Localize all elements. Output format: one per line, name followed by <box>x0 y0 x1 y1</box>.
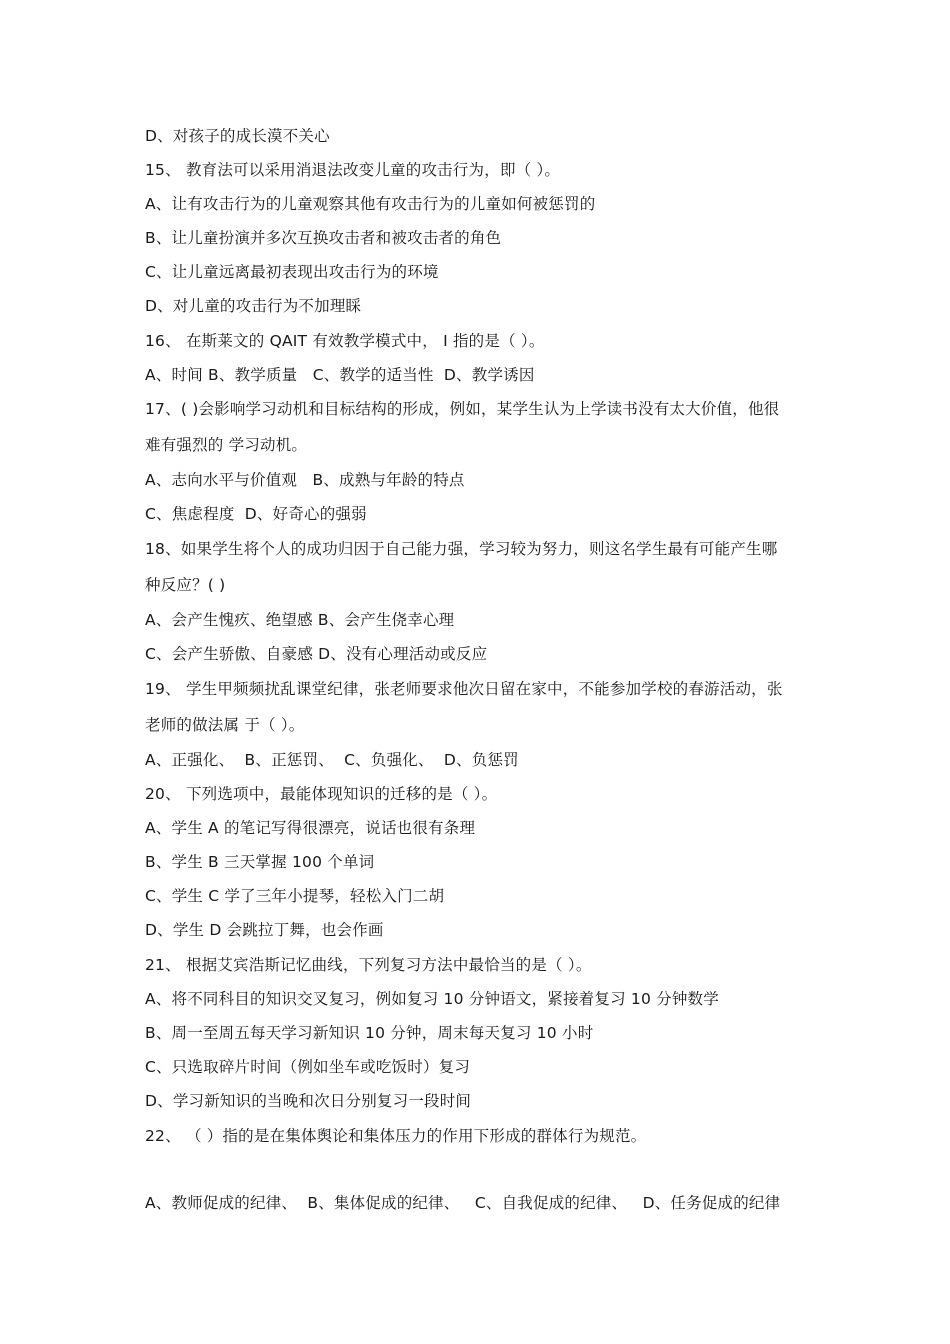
option-line: A、学生 A 的笔记写得很漂亮，说话也很有条理 <box>145 819 476 837</box>
option-line: A、会产生愧疚、绝望感 B、会产生侥幸心理 <box>145 611 455 629</box>
option-line: C、让儿童远离最初表现出攻击行为的环境 <box>145 263 439 281</box>
option-line: C、只选取碎片时间（例如坐车或吃饭时）复习 <box>145 1058 471 1076</box>
question-line: 19、 学生甲频频扰乱课堂纪律，张老师要求他次日留在家中，不能参加学校的春游活动，张 <box>145 680 783 698</box>
question-line: 16、 在斯莱文的 QAIT 有效教学模式中， I 指的是（ ）。 <box>145 332 545 350</box>
option-line: A、正强化、 B、正惩罚、 C、负强化、 D、负惩罚 <box>145 751 519 769</box>
question-line: 20、 下列选项中，最能体现知识的迁移的是（ ）。 <box>145 785 498 803</box>
question-line: 18、如果学生将个人的成功归因于自己能力强，学习较为努力，则这名学生最有可能产生哪 <box>145 540 778 558</box>
option-line: C、会产生骄傲、自豪感 D、没有心理活动或反应 <box>145 645 488 663</box>
option-line: D、对儿童的攻击行为不加理睬 <box>145 297 362 315</box>
question-line-continued: 老师的做法属 于（ ）。 <box>145 716 305 734</box>
option-line: B、让儿童扮演并多次互换攻击者和被攻击者的角色 <box>145 229 502 247</box>
option-line: A、志向水平与价值观 B、成熟与年龄的特点 <box>145 471 465 489</box>
option-line: B、学生 B 三天掌握 100 个单词 <box>145 853 375 871</box>
option-line: B、周一至周五每天学习新知识 10 分钟，周末每天复习 10 小时 <box>145 1024 594 1042</box>
option-line: C、学生 C 学了三年小提琴，轻松入门二胡 <box>145 887 445 905</box>
question-line: 22、 （ ）指的是在集体舆论和集体压力的作用下形成的群体行为规范。 <box>145 1127 647 1145</box>
question-line: 17、( )会影响学习动机和目标结构的形成，例如，某学生认为上学读书没有太大价值，他很 <box>145 400 780 418</box>
question-line-continued: 种反应？( ) <box>145 576 226 594</box>
question-line: 21、 根据艾宾浩斯记忆曲线，下列复习方法中最恰当的是（ ）。 <box>145 956 592 974</box>
question-line: 15、 教育法可以采用消退法改变儿童的攻击行为，即（ ）。 <box>145 161 561 179</box>
option-line: C、焦虑程度 D、好奇心的强弱 <box>145 505 367 523</box>
option-line: D、学习新知识的当晚和次日分别复习一段时间 <box>145 1092 472 1110</box>
option-line: A、时间 B、教学质量 C、教学的适当性 D、教学诱因 <box>145 366 535 384</box>
option-line: A、将不同科目的知识交叉复习，例如复习 10 分钟语文，紧接着复习 10 分钟数学 <box>145 990 719 1008</box>
option-line: A、让有攻击行为的儿童观察其他有攻击行为的儿童如何被惩罚的 <box>145 195 596 213</box>
option-line: A、教师促成的纪律、 B、集体促成的纪律、 C、自我促成的纪律、 D、任务促成的纪律 <box>145 1194 781 1212</box>
text-line: D、对孩子的成长漠不关心 <box>145 127 330 145</box>
option-line: D、学生 D 会跳拉丁舞，也会作画 <box>145 921 384 939</box>
question-line-continued: 难有强烈的 学习动机。 <box>145 436 308 454</box>
